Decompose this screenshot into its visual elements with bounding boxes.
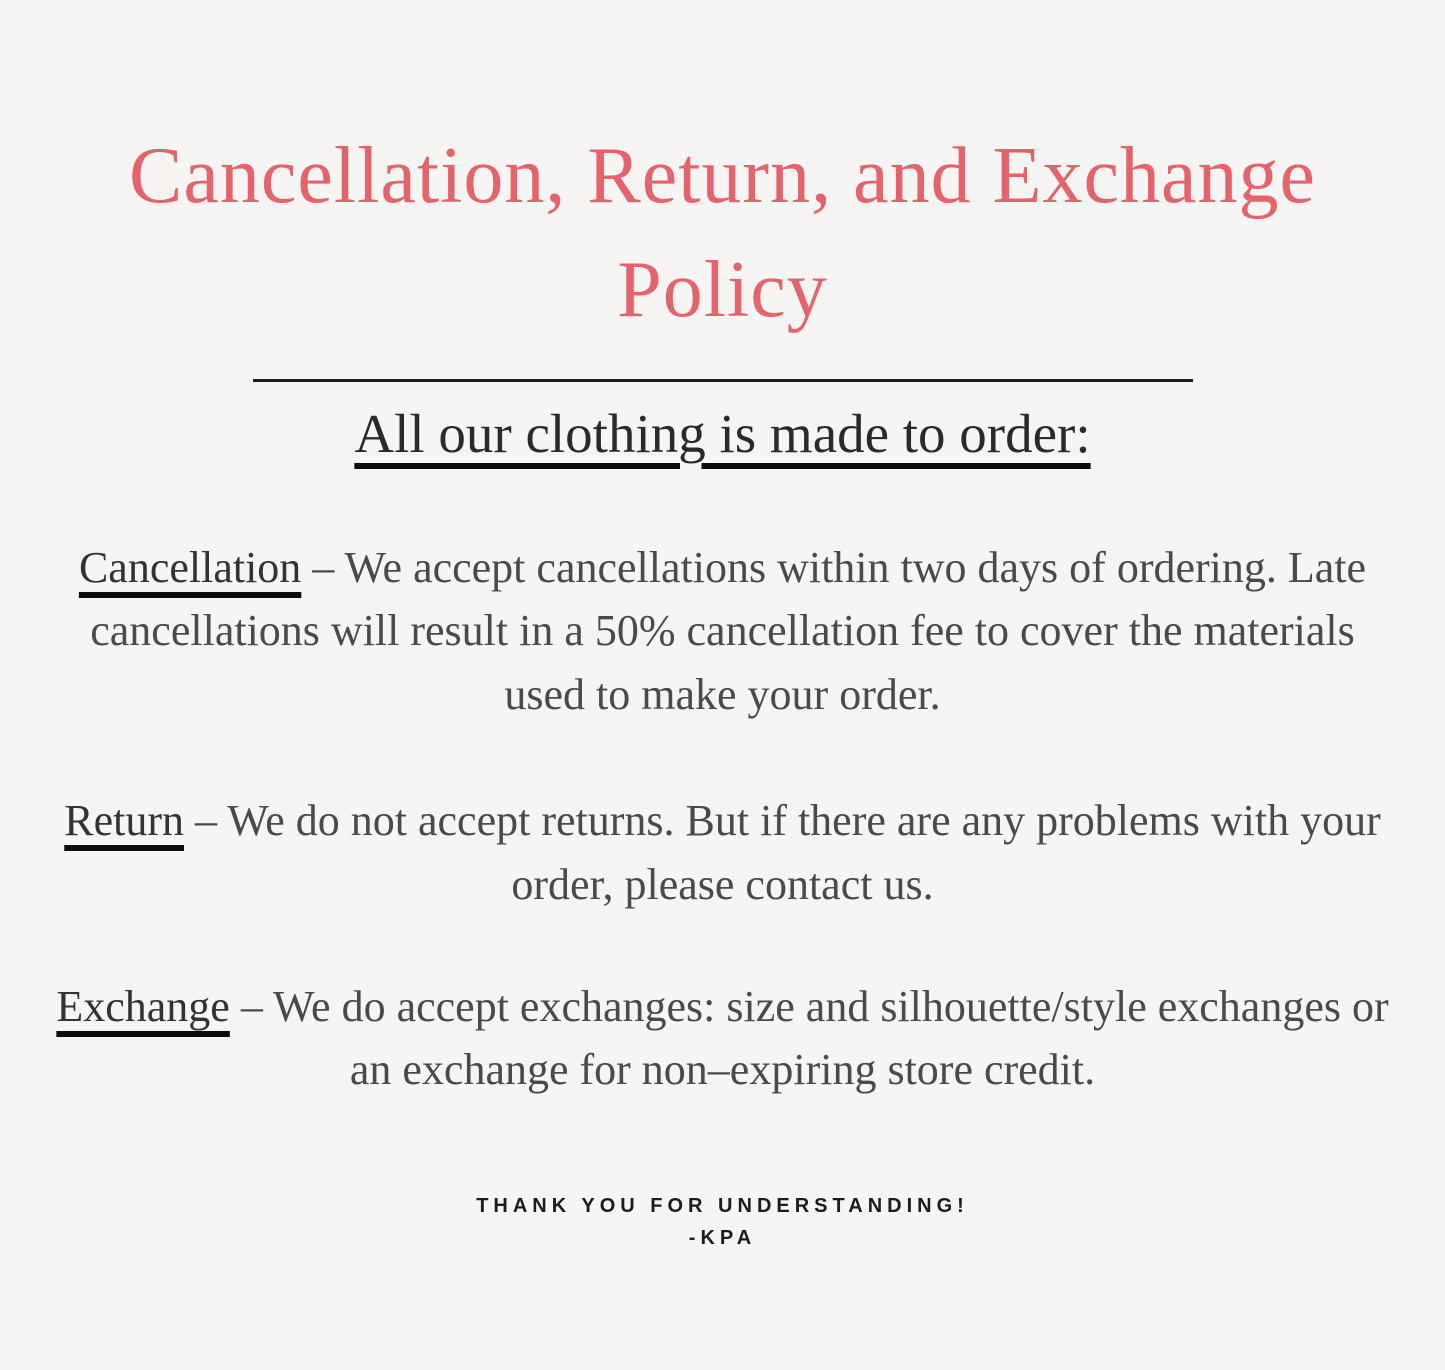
- return-dash: –: [195, 796, 217, 846]
- cancellation-policy-paragraph: [53, 536, 1393, 727]
- footer-thanks-text: THANK YOU FOR UNDERSTANDING!: [476, 1195, 969, 1218]
- cancellation-term: Cancellation: [78, 542, 302, 592]
- cancellation-dash: –: [312, 542, 335, 592]
- return-term: Return: [64, 796, 184, 846]
- title-divider: [253, 379, 1193, 382]
- page-title-line-1: Cancellation, Return, and Exchange: [129, 132, 1316, 220]
- exchange-dash: –: [240, 981, 263, 1031]
- page-title: [0, 0, 1445, 347]
- page-title-line-2: Policy: [617, 245, 828, 334]
- cancellation-body: We accept cancellations within two days of ordering. Late cancellations will result in a 50% cancellation fee to cover the materials used to make your order.: [90, 542, 1367, 720]
- made-to-order-heading: All our clothing is made to order:: [354, 403, 1091, 465]
- exchange-term: Exchange: [56, 981, 230, 1031]
- exchange-body: We do accept exchanges: size and silhouette/style exchanges or an exchange for non–expiring store credit.: [273, 981, 1389, 1095]
- return-body: We do not accept returns. But if there are any problems with your order, please contact us.: [227, 796, 1381, 909]
- footer-signature: -KPA: [688, 1227, 757, 1250]
- footer: [0, 1190, 1445, 1254]
- return-policy-paragraph: [53, 789, 1393, 917]
- exchange-policy-paragraph: [53, 975, 1393, 1103]
